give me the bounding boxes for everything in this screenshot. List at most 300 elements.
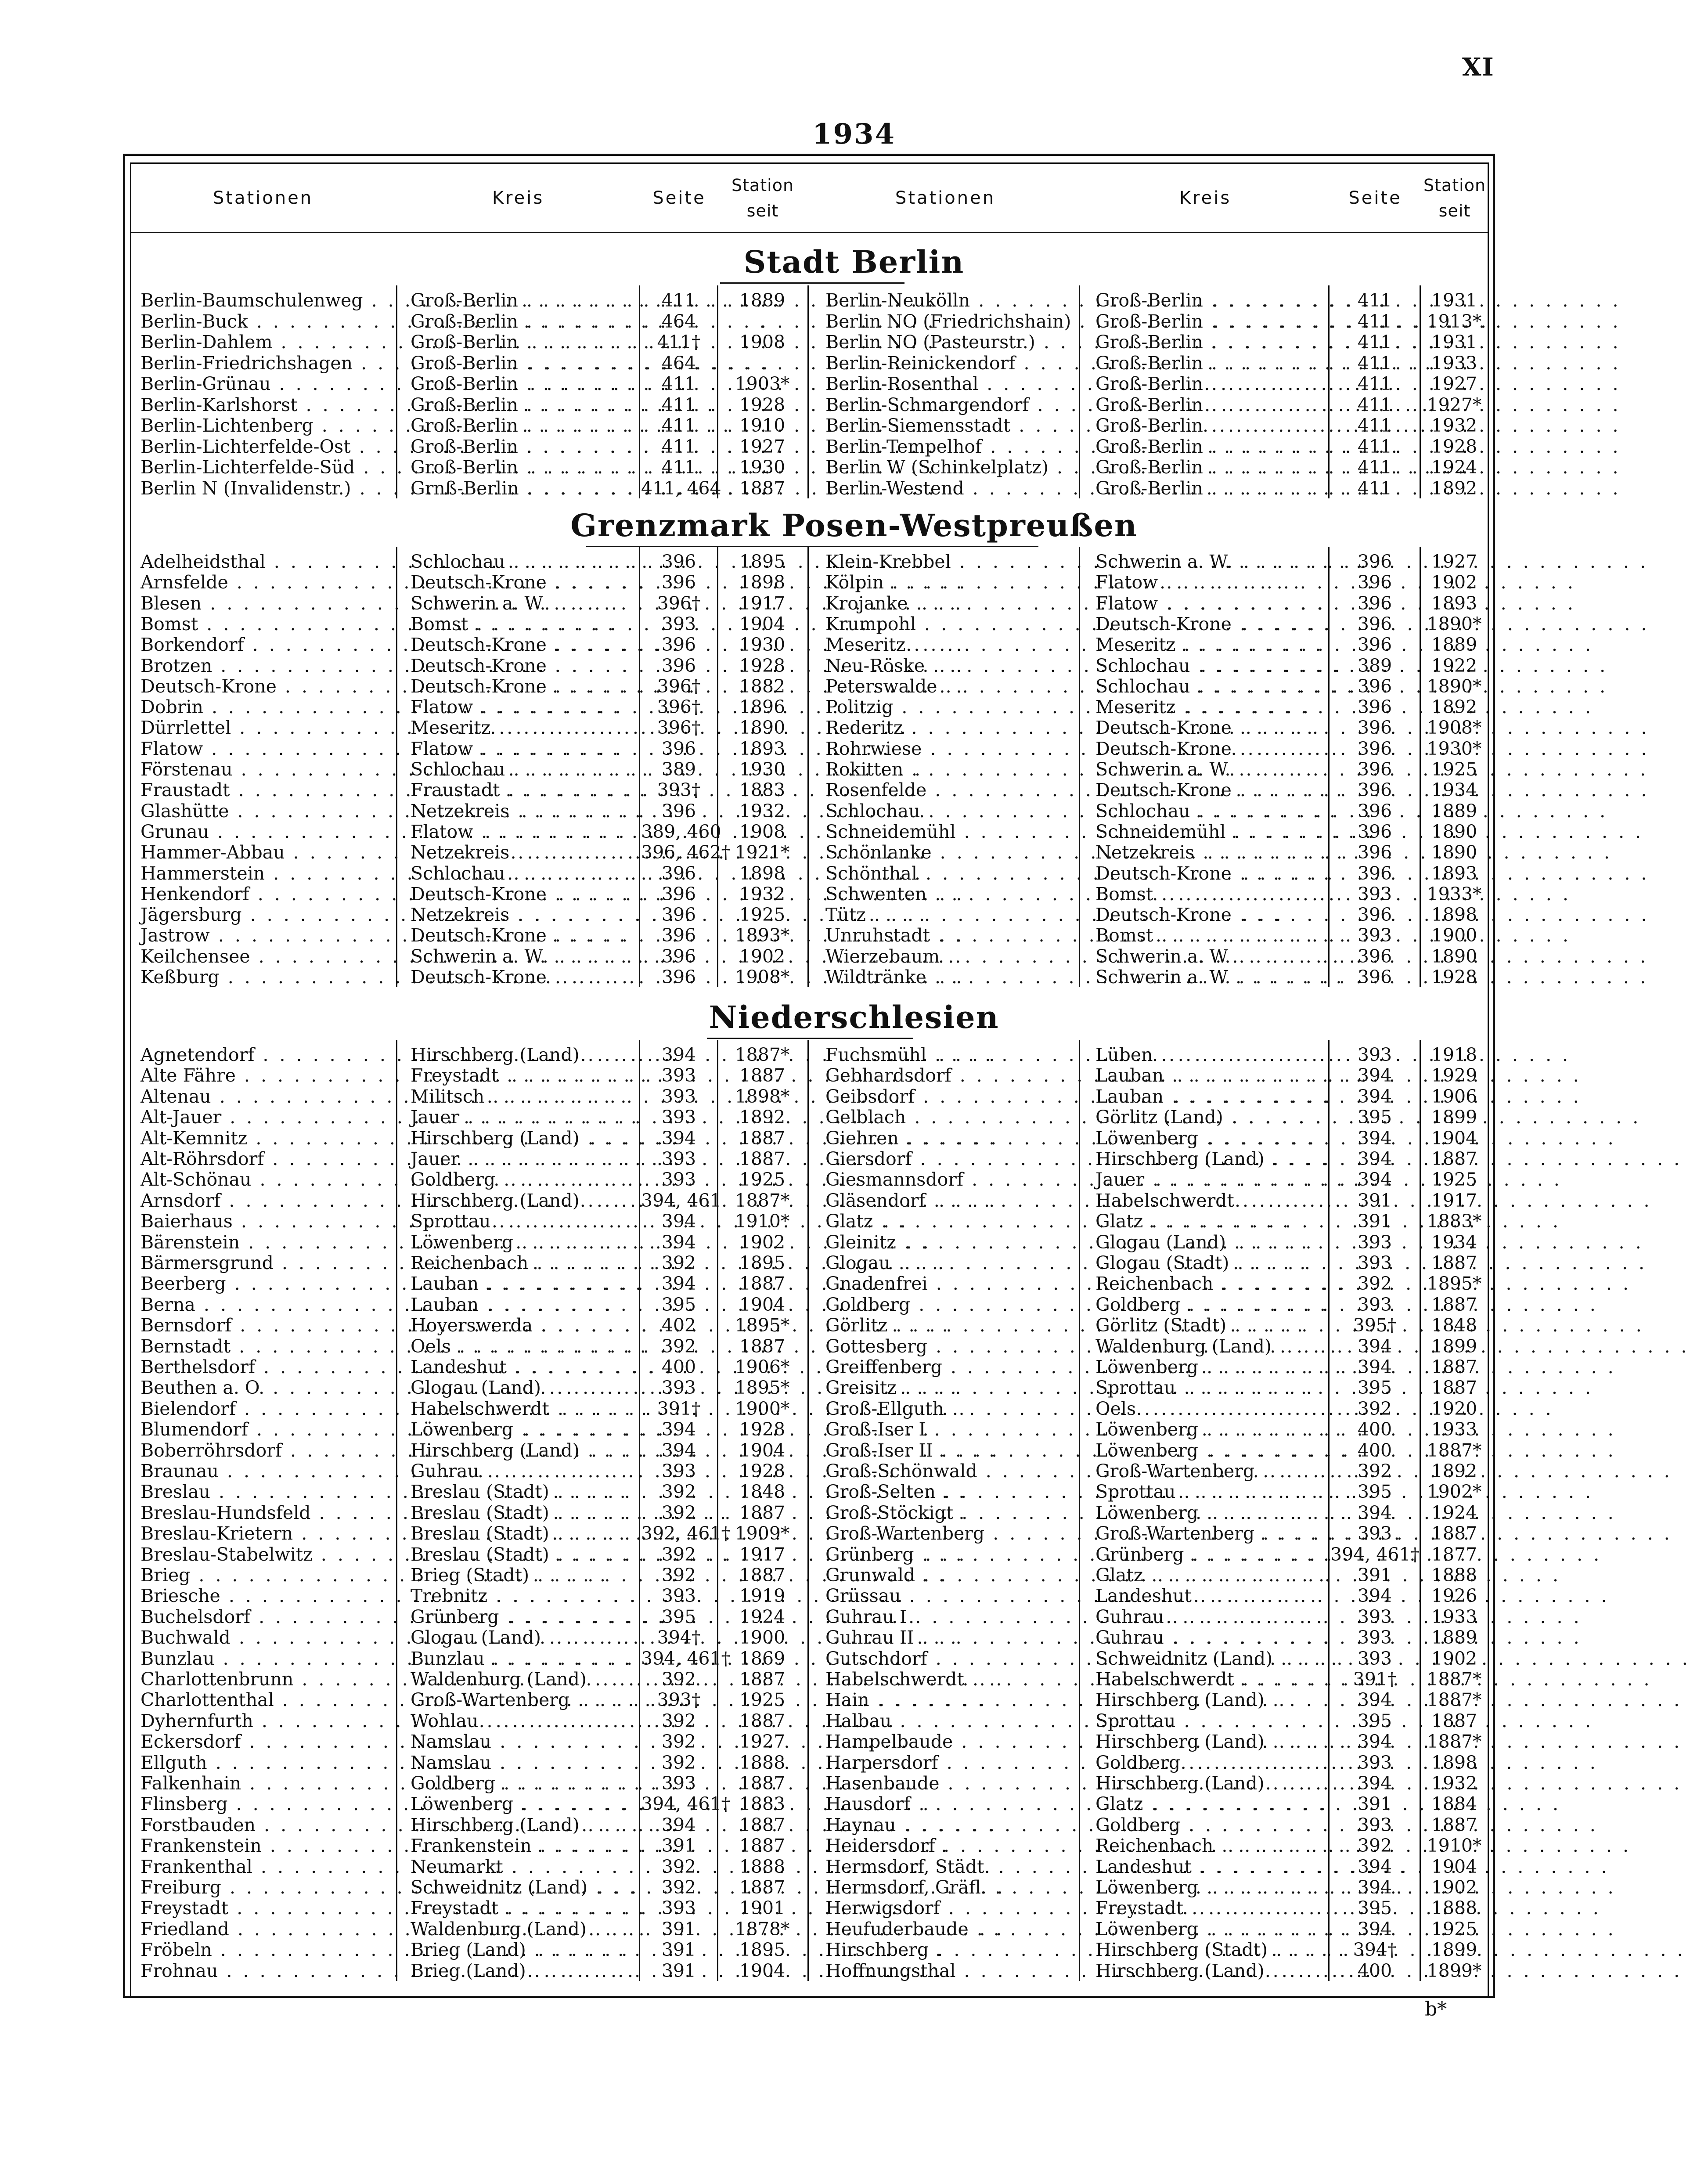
- station-seit-value: 1893: [1431, 862, 1477, 884]
- station-seit-value: 1902: [1431, 1648, 1477, 1669]
- table-row: [0, 1315, 1708, 1336]
- station-seit-value: 1883: [739, 1793, 786, 1815]
- seite-value: 396: [661, 572, 696, 593]
- station-seit-value: 1887: [739, 1565, 786, 1586]
- seite-value: 393: [1357, 1627, 1392, 1648]
- seite-value: 394: [661, 1439, 696, 1461]
- station-seit-value: 1928: [1431, 967, 1477, 988]
- station-seit-value: 1895*: [1427, 1273, 1482, 1295]
- station-name: Altenau . . .: [141, 1086, 400, 1107]
- kreis-name: Schlochau . . .: [411, 551, 639, 572]
- station-name: Fuchsmühl . . .: [825, 1044, 1076, 1065]
- station-seit-value: 1888: [1431, 1897, 1477, 1919]
- station-name: Eckersdorf . . .: [141, 1731, 400, 1752]
- station-seit-value: 1848: [1431, 1315, 1477, 1336]
- seite-value: 400: [1357, 1419, 1392, 1440]
- kreis-name: Breslau (Stadt) . . .: [411, 1544, 639, 1565]
- seite-value: 396: [1357, 551, 1392, 572]
- kreis-name: Netzekreis . . .: [411, 842, 639, 863]
- kreis-name: Jauer . . .: [411, 1148, 639, 1169]
- kreis-name: Bomst . . .: [411, 613, 639, 635]
- station-name: Haynau . . .: [825, 1814, 1076, 1836]
- seite-value: 411: [1357, 436, 1392, 457]
- kreis-name: Meseritz . . .: [1095, 696, 1324, 718]
- station-name: Giesmannsdorf . . .: [825, 1169, 1076, 1190]
- table-row: [0, 1814, 1708, 1836]
- kreis-name: Guhrau . . .: [1095, 1606, 1324, 1627]
- station-seit-value: 1901: [739, 1897, 786, 1919]
- station-seit-value: 1890: [739, 717, 786, 739]
- station-seit-value: 1934: [1431, 779, 1477, 801]
- seite-value: 396: [661, 551, 696, 572]
- station-seit-value: 1892: [1431, 696, 1477, 718]
- seite-value: 396†: [657, 696, 701, 718]
- station-seit-value: 1882: [739, 675, 786, 697]
- seite-value: 394†: [1353, 1939, 1397, 1961]
- station-seit-value: 1900: [1431, 925, 1477, 946]
- station-seit-value: 1888: [739, 1856, 786, 1877]
- station-name: Rederitz . . .: [825, 717, 1076, 738]
- table-row: [0, 1065, 1708, 1086]
- station-seit-value: 1932: [739, 800, 786, 822]
- station-name: Hermsdorf, Städt. . . .: [825, 1856, 1076, 1877]
- seite-value: 396: [661, 800, 696, 822]
- station-name: Glogau . . .: [825, 1252, 1076, 1273]
- section-title: Niederschlesien: [709, 999, 999, 1035]
- kreis-name: Breslau (Stadt) . . .: [411, 1502, 639, 1523]
- station-name: Beerberg . . .: [141, 1273, 400, 1294]
- kreis-name: Hirschberg (Land) . . .: [1095, 1960, 1324, 1981]
- table-row: [0, 1273, 1708, 1294]
- seite-value: 392: [661, 1502, 696, 1523]
- seite-value: 411: [661, 436, 696, 457]
- kreis-name: Goldberg . . .: [1095, 1814, 1324, 1836]
- seite-value: 391: [1357, 1565, 1392, 1586]
- station-seit-value: 1925: [739, 904, 786, 926]
- kreis-name: Glogau (Stadt) . . .: [1095, 1252, 1324, 1273]
- kreis-name: Groß-Wartenberg . . .: [1095, 1523, 1324, 1544]
- table-row: [0, 613, 1708, 635]
- station-name: Bärenstein . . .: [141, 1232, 400, 1253]
- station-seit-value: 1887: [739, 1877, 786, 1898]
- station-seit-value: 1933: [1431, 1419, 1477, 1440]
- seite-value: 396: [1357, 634, 1392, 656]
- table-row: [0, 1606, 1708, 1627]
- seite-value: 394: [1357, 1585, 1392, 1607]
- station-name: Borkendorf . . .: [141, 634, 400, 655]
- table-row: [0, 1211, 1708, 1232]
- station-name: Berlin-Siemensstadt . . .: [825, 415, 1076, 436]
- kreis-name: Hirschberg (Land) . . .: [411, 1190, 639, 1211]
- seite-value: 393: [661, 1065, 696, 1086]
- kreis-name: Hirschberg (Land) . . .: [1095, 1773, 1324, 1794]
- kreis-name: Flatow . . .: [1095, 572, 1324, 593]
- kreis-name: Glatz . . .: [1095, 1211, 1324, 1232]
- table-row: [0, 1752, 1708, 1773]
- kreis-name: Meseritz . . .: [411, 717, 639, 738]
- table-row: [0, 1689, 1708, 1710]
- seite-value: 394: [661, 1273, 696, 1295]
- seite-value: 396: [661, 945, 696, 967]
- station-name: Berlin-Schmargendorf . . .: [825, 394, 1076, 415]
- kreis-name: Deutsch-Krone . . .: [1095, 904, 1324, 925]
- table-row: [0, 717, 1708, 738]
- kreis-name: Habelschwerdt . . .: [1095, 1669, 1324, 1690]
- station-seit-value: 1928: [1431, 436, 1477, 457]
- station-seit-value: 1890: [1431, 842, 1477, 863]
- kreis-name: Oels . . .: [1095, 1398, 1324, 1419]
- station-seit-value: 1887*: [1427, 1689, 1482, 1711]
- station-seit-value: 1887: [1431, 1252, 1477, 1273]
- table-row: [0, 1897, 1708, 1919]
- station-seit-value: 1887: [739, 1335, 786, 1357]
- table-row: [0, 1377, 1708, 1398]
- kreis-name: Glatz . . .: [1095, 1565, 1324, 1586]
- kreis-name: Reichenbach . . .: [411, 1252, 639, 1273]
- station-name: Deutsch-Krone . . .: [141, 676, 400, 697]
- station-name: Berlin-Karlshorst . . .: [141, 394, 400, 415]
- table-row: [0, 1523, 1708, 1544]
- station-name: Peterswalde . . .: [825, 676, 1076, 697]
- table-row: [0, 436, 1708, 457]
- seite-value: 464: [661, 352, 696, 374]
- station-name: Hasenbaude . . .: [825, 1773, 1076, 1794]
- station-seit-value: 1899: [1431, 1107, 1477, 1128]
- station-name: Klein-Krebbel . . .: [825, 551, 1076, 572]
- station-name: Hirschberg . . .: [825, 1939, 1076, 1960]
- station-name: Bielendorf . . .: [141, 1398, 400, 1419]
- kreis-name: Glogau (Land) . . .: [1095, 1232, 1324, 1253]
- table-row: [0, 1627, 1708, 1648]
- seite-value: 394, 461: [641, 1190, 721, 1211]
- station-name: Dürrlettel . . .: [141, 717, 400, 738]
- station-name: Groß-Stöckigt . . .: [825, 1502, 1076, 1523]
- station-seit-value: 1925: [1431, 1918, 1477, 1940]
- station-name: Blumendorf . . .: [141, 1419, 400, 1440]
- kreis-name: Bomst . . .: [1095, 884, 1324, 905]
- table-row: [0, 593, 1708, 614]
- table-row: [0, 1793, 1708, 1814]
- kreis-name: Groß-Berlin . . .: [1095, 290, 1324, 311]
- kreis-name: Deutsch-Krone . . .: [1095, 738, 1324, 759]
- station-name: Glatz . . .: [825, 1211, 1076, 1232]
- seite-value: 392: [1357, 1398, 1392, 1419]
- seite-value: 396†: [657, 592, 701, 614]
- station-seit-value: 1887: [1431, 1356, 1477, 1378]
- station-seit-value: 1904: [739, 1294, 786, 1315]
- kreis-name: Bunzlau . . .: [411, 1648, 639, 1669]
- station-seit-value: 1887: [739, 1710, 786, 1731]
- station-seit-value: 1887*: [735, 1190, 790, 1211]
- station-seit-value: 1887*: [1427, 1669, 1482, 1690]
- station-name: Grunwald . . .: [825, 1565, 1076, 1586]
- seite-value: 393: [1357, 1648, 1392, 1669]
- station-seit-value: 1890: [1431, 945, 1477, 967]
- kreis-name: Deutsch-Krone . . .: [411, 634, 639, 655]
- seite-value: 393: [1357, 1606, 1392, 1627]
- station-seit-value: 1927: [1431, 551, 1477, 572]
- station-name: Görlitz . . .: [825, 1315, 1076, 1336]
- station-seit-value: 1902: [1431, 572, 1477, 593]
- seite-value: 392: [661, 1481, 696, 1503]
- seite-value: 396: [661, 925, 696, 946]
- station-seit-value: 1889: [1431, 1627, 1477, 1648]
- seite-value: 393: [661, 1086, 696, 1107]
- station-name: Friedland . . .: [141, 1919, 400, 1940]
- header-stationen-right: Stationen: [895, 188, 996, 208]
- seite-value: 391†: [657, 1398, 701, 1419]
- station-name: Berlin NO (Friedrichshain) . . .: [825, 311, 1076, 332]
- table-row: [0, 1107, 1708, 1128]
- station-name: Grünberg . . .: [825, 1544, 1076, 1565]
- station-seit-value: 1887*: [735, 1044, 790, 1065]
- station-name: Alt-Jauer . . .: [141, 1107, 400, 1128]
- kreis-name: Namslau . . .: [411, 1731, 639, 1752]
- station-name: Kölpin . . .: [825, 572, 1076, 593]
- station-name: Buchwald . . .: [141, 1627, 400, 1648]
- station-name: Fröbeln . . .: [141, 1939, 400, 1960]
- station-seit-value: 1928: [739, 1461, 786, 1482]
- station-name: Berthelsdorf . . .: [141, 1356, 400, 1378]
- station-seit-value: 1908: [739, 821, 786, 842]
- table-row: [0, 738, 1708, 759]
- station-name: Rokitten . . .: [825, 759, 1076, 780]
- table-header: [131, 164, 1488, 233]
- table-row: [0, 415, 1708, 436]
- kreis-name: Groß-Berlin . . .: [1095, 415, 1324, 436]
- kreis-name: Schwerin a. W. . . .: [1095, 967, 1324, 988]
- station-seit-value: 1925: [739, 1169, 786, 1190]
- station-seit-value: 1928: [739, 655, 786, 676]
- kreis-name: Löwenberg . . .: [1095, 1919, 1324, 1940]
- kreis-name: Groß-Berlin . . .: [411, 353, 639, 374]
- kreis-name: Flatow . . .: [411, 821, 639, 842]
- kreis-name: Deutsch-Krone . . .: [1095, 613, 1324, 635]
- station-name: Bunzlau . . .: [141, 1648, 400, 1669]
- seite-value: 394: [1357, 1356, 1392, 1378]
- kreis-name: Brieg (Stadt) . . .: [411, 1565, 639, 1586]
- station-seit-value: 1887: [1431, 1377, 1477, 1399]
- header-kreis-right: Kreis: [1179, 188, 1232, 208]
- kreis-name: Flatow . . .: [411, 696, 639, 718]
- station-seit-value: 1887*: [1427, 1439, 1482, 1461]
- kreis-name: Reichenbach . . .: [1095, 1273, 1324, 1294]
- table-row: [0, 1773, 1708, 1794]
- seite-value: 411: [661, 290, 696, 311]
- station-name: Wildtränke . . .: [825, 967, 1076, 988]
- kreis-name: Schlochau . . .: [1095, 676, 1324, 697]
- station-seit-value: 1896: [739, 696, 786, 718]
- table-row: [0, 842, 1708, 863]
- seite-value: 411: [1357, 332, 1392, 353]
- station-name: Geibsdorf . . .: [825, 1086, 1076, 1107]
- station-seit-value: 1887: [739, 1502, 786, 1523]
- seite-value: 396: [1357, 967, 1392, 988]
- station-name: Alt-Schönau . . .: [141, 1169, 400, 1190]
- kreis-name: Schlochau . . .: [411, 863, 639, 884]
- station-seit-value: 1890*: [1427, 613, 1482, 635]
- station-seit-value: 1887: [1431, 1523, 1477, 1544]
- station-name: Giehren . . .: [825, 1128, 1076, 1149]
- station-seit-value: 1910: [739, 415, 786, 436]
- kreis-name: Hirschberg (Land) . . .: [411, 1814, 639, 1836]
- seite-value: 396†: [657, 717, 701, 739]
- seite-value: 411: [661, 457, 696, 478]
- kreis-name: Guhrau . . .: [1095, 1627, 1324, 1648]
- table-row: [0, 1148, 1708, 1169]
- seite-value: 392: [661, 1856, 696, 1877]
- station-seit-value: 1917: [739, 1544, 786, 1565]
- table-row: [0, 759, 1708, 780]
- seite-value: 394: [661, 1211, 696, 1232]
- station-name: Berlin-Lichtenberg . . .: [141, 415, 400, 436]
- seite-value: 411: [1357, 415, 1392, 436]
- station-name: Berlin-Dahlem . . .: [141, 332, 400, 353]
- kreis-name: Hirschberg (Land) . . .: [1095, 1148, 1324, 1169]
- station-name: Schönthal . . .: [825, 863, 1076, 884]
- table-row: [0, 779, 1708, 801]
- station-name: Frohnau . . .: [141, 1960, 400, 1981]
- seite-value: 411: [661, 415, 696, 436]
- seite-value: 392: [661, 1877, 696, 1898]
- station-name: Berlin-Reinickendorf . . .: [825, 353, 1076, 374]
- seite-value: 395: [1357, 1710, 1392, 1731]
- seite-value: 411, 464: [641, 477, 721, 499]
- kreis-name: Jauer . . .: [411, 1107, 639, 1128]
- table-row: [0, 373, 1708, 394]
- kreis-name: Namslau . . .: [411, 1752, 639, 1773]
- kreis-name: Groß-Berlin . . .: [1095, 394, 1324, 415]
- station-seit-value: 1904: [739, 613, 786, 635]
- station-seit-value: 1902: [1431, 1877, 1477, 1898]
- table-row: [0, 1336, 1708, 1357]
- kreis-name: Groß-Wartenberg . . .: [411, 1689, 639, 1710]
- header-seite-left: Seite: [652, 188, 706, 208]
- seite-value: 394: [1357, 1773, 1392, 1794]
- station-name: Arnsfelde . . .: [141, 572, 400, 593]
- station-seit-value: 1917: [739, 592, 786, 614]
- kreis-name: Schneidemühl . . .: [1095, 821, 1324, 842]
- station-name: Berna . . .: [141, 1294, 400, 1315]
- kreis-name: Hirschberg (Land) . . .: [1095, 1731, 1324, 1752]
- station-name: Berlin W (Schinkelplatz) . . .: [825, 457, 1076, 478]
- kreis-name: Löwenberg . . .: [1095, 1128, 1324, 1149]
- table-row: [0, 1356, 1708, 1378]
- station-name: Hain . . .: [825, 1689, 1076, 1710]
- seite-value: 411: [1357, 457, 1392, 478]
- kreis-name: Flatow . . .: [411, 738, 639, 759]
- station-seit-value: 1889: [739, 290, 786, 311]
- seite-value: 392: [661, 1335, 696, 1357]
- seite-value: 396: [661, 655, 696, 676]
- header-kreis-left: Kreis: [492, 188, 544, 208]
- seite-value: 396: [661, 862, 696, 884]
- kreis-name: Hoyerswerda . . .: [411, 1315, 639, 1336]
- station-name: Unruhstadt . . .: [825, 925, 1076, 946]
- kreis-name: Grnß-Berlin . . .: [411, 478, 639, 499]
- seite-value: 392: [1357, 1835, 1392, 1857]
- station-seit-value: 1933: [1431, 352, 1477, 374]
- seite-value: 396: [1357, 717, 1392, 739]
- station-name: Gnadenfrei . . .: [825, 1273, 1076, 1294]
- table-row: [0, 904, 1708, 925]
- station-seit-value: 1883*: [1427, 1211, 1482, 1232]
- station-name: Baierhaus . . .: [141, 1211, 400, 1232]
- table-row: [0, 1939, 1708, 1960]
- seite-value: 389, 460: [641, 821, 721, 842]
- station-seit-value: 1931: [1431, 332, 1477, 353]
- seite-value: 393: [661, 1897, 696, 1919]
- station-seit-value: 1904: [739, 1960, 786, 1981]
- station-name: Brieg . . .: [141, 1565, 400, 1586]
- seite-value: 392: [661, 1252, 696, 1273]
- seite-value: 393: [661, 1377, 696, 1399]
- table-row: [0, 1565, 1708, 1586]
- station-name: Freystadt . . .: [141, 1897, 400, 1919]
- station-name: Adelheidsthal . . .: [141, 551, 400, 572]
- station-name: Bärmersgrund . . .: [141, 1252, 400, 1273]
- station-seit-value: 1898: [739, 572, 786, 593]
- station-name: Frankenthal . . .: [141, 1856, 400, 1877]
- station-seit-value: 1887: [739, 1773, 786, 1794]
- table-row: [0, 1440, 1708, 1461]
- station-name: Grüssau . . .: [825, 1585, 1076, 1606]
- station-name: Berlin-Westend . . .: [825, 478, 1076, 499]
- station-name: Boberröhrsdorf . . .: [141, 1440, 400, 1461]
- station-seit-value: 1902: [739, 1231, 786, 1253]
- station-seit-value: 1932: [1431, 415, 1477, 436]
- seite-value: 394, 461†: [641, 1648, 731, 1669]
- kreis-name: Lauban . . .: [411, 1273, 639, 1294]
- seite-value: 392: [661, 1752, 696, 1773]
- station-seit-value: 1924: [1431, 1502, 1477, 1523]
- seite-value: 411: [1357, 373, 1392, 394]
- seite-value: 393: [1357, 1044, 1392, 1065]
- station-seit-value: 1903*: [735, 373, 790, 394]
- station-name: Flatow . . .: [141, 738, 400, 759]
- seite-value: 392: [1357, 1461, 1392, 1482]
- seite-value: 392, 461†: [641, 1523, 731, 1544]
- station-seit-value: 1917: [1431, 1190, 1477, 1211]
- station-seit-value: 1887: [1431, 1294, 1477, 1315]
- station-seit-value: 1892: [1431, 477, 1477, 499]
- station-name: Tütz . . .: [825, 904, 1076, 925]
- seite-value: 394, 461†: [641, 1793, 731, 1815]
- kreis-name: Groß-Berlin . . .: [1095, 332, 1324, 353]
- kreis-name: Deutsch-Krone . . .: [1095, 779, 1324, 801]
- kreis-name: Hirschberg (Land) . . .: [411, 1440, 639, 1461]
- station-seit-value: 1883: [739, 779, 786, 801]
- table-row: [0, 1461, 1708, 1482]
- table-row: [0, 478, 1708, 499]
- seite-value: 400: [1357, 1960, 1392, 1981]
- seite-value: 393: [661, 1461, 696, 1482]
- station-name: Breslau-Krietern . . .: [141, 1523, 400, 1544]
- kreis-name: Löwenberg . . .: [1095, 1419, 1324, 1440]
- kreis-name: Neumarkt . . .: [411, 1856, 639, 1877]
- seite-value: 394: [1357, 1689, 1392, 1711]
- station-name: Freiburg . . .: [141, 1877, 400, 1898]
- kreis-name: Schlochau . . .: [1095, 801, 1324, 822]
- kreis-name: Deutsch-Krone . . .: [411, 676, 639, 697]
- station-name: Charlottenbrunn . . .: [141, 1669, 400, 1690]
- seite-value: 395: [1357, 1481, 1392, 1503]
- kreis-name: Waldenburg (Land) . . .: [1095, 1336, 1324, 1357]
- station-seit-value: 1934: [1431, 1231, 1477, 1253]
- station-seit-value: 1931: [1431, 290, 1477, 311]
- table-row: [0, 1502, 1708, 1523]
- station-seit-value: 1892: [1431, 1461, 1477, 1482]
